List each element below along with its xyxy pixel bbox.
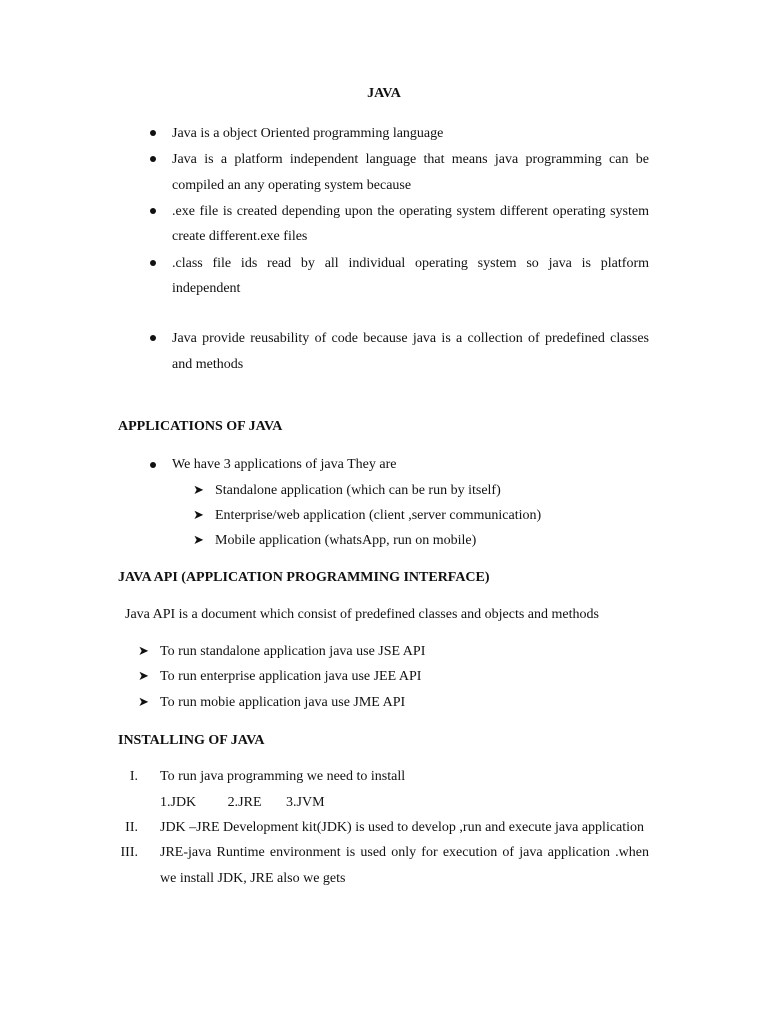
arrow-bullet-icon: ➤ xyxy=(193,482,204,497)
bullet-dot-icon xyxy=(150,156,156,162)
install-components: 1.JDK 2.JRE 3.JVM xyxy=(160,795,325,810)
intro-bullet-5-line-1: Java provide reusability of code because java is a collection of predefined classes xyxy=(172,331,649,346)
install-item-2: JDK –JRE Development kit(JDK) is used to develop ,run and execute java application xyxy=(160,820,645,835)
intro-bullet-5-line-2: and methods xyxy=(172,357,244,372)
api-item-1: To run standalone application java use JSE API xyxy=(160,644,426,659)
bullet-dot-icon xyxy=(150,462,156,468)
arrow-bullet-icon: ➤ xyxy=(138,668,149,683)
intro-bullet-4-line-1: .class file ids read by all individual operating system so java is platform xyxy=(172,256,649,271)
applications-bullet: We have 3 applications of java They are xyxy=(172,457,397,472)
intro-bullet-2-line-1: Java is a platform independent language that means java programming can be xyxy=(172,152,649,167)
intro-bullet-4-line-2: independent xyxy=(172,281,241,296)
intro-bullet-1-line-1: Java is a object Oriented programming language xyxy=(172,126,444,141)
roman-numeral-3: III. xyxy=(120,845,138,860)
application-item-2: Enterprise/web application (client ,server communication) xyxy=(215,508,542,523)
section-heading-api: JAVA API (APPLICATION PROGRAMMING INTERFACE) xyxy=(118,570,490,585)
intro-bullet-3-line-2: create different.exe files xyxy=(172,229,308,244)
install-item-3-line-1: JRE-java Runtime environment is used only for execution of java application .when xyxy=(160,845,649,860)
arrow-bullet-icon: ➤ xyxy=(193,507,204,522)
api-item-3: To run mobie application java use JME API xyxy=(160,695,406,710)
api-description: Java API is a document which consist of predefined classes and objects and methods xyxy=(125,607,599,622)
page-title: JAVA xyxy=(367,86,401,101)
arrow-bullet-icon: ➤ xyxy=(138,643,149,658)
bullet-dot-icon xyxy=(150,130,156,136)
install-item-3-line-2: we install JDK, JRE also we gets xyxy=(160,871,346,886)
intro-bullet-2-line-2: compiled an any operating system because xyxy=(172,178,412,193)
bullet-dot-icon xyxy=(150,335,156,341)
bullet-dot-icon xyxy=(150,260,156,266)
arrow-bullet-icon: ➤ xyxy=(193,532,204,547)
arrow-bullet-icon: ➤ xyxy=(138,694,149,709)
bullet-dot-icon xyxy=(150,208,156,214)
intro-bullet-3-line-1: .exe file is created depending upon the operating system different operating system xyxy=(172,204,649,219)
section-heading-applications: APPLICATIONS OF JAVA xyxy=(118,419,283,434)
section-heading-installing: INSTALLING OF JAVA xyxy=(118,733,265,748)
application-item-1: Standalone application (which can be run by itself) xyxy=(215,483,501,498)
application-item-3: Mobile application (whatsApp, run on mobile) xyxy=(215,533,477,548)
install-item-1: To run java programming we need to install xyxy=(160,769,406,784)
roman-numeral-1: I. xyxy=(129,769,138,784)
roman-numeral-2: II. xyxy=(125,820,138,835)
api-item-2: To run enterprise application java use JEE API xyxy=(160,669,422,684)
